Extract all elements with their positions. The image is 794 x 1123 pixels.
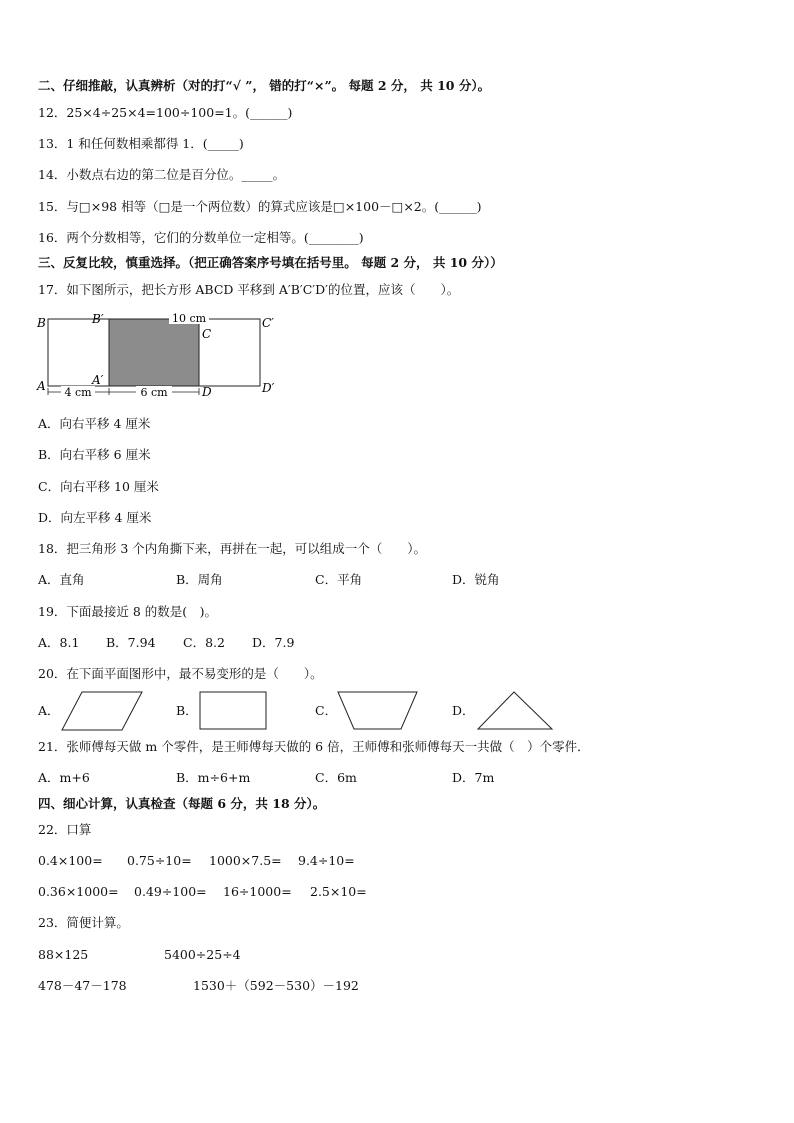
q22-item: 1000×7.5= <box>209 853 282 868</box>
q19-option-c: C．8.2 <box>183 635 225 650</box>
question-14: 14．小数点右边的第二位是百分位。_____。 <box>38 167 286 182</box>
q22-item: 2.5×10= <box>310 884 367 899</box>
question-19-stem: 19．下面最接近 8 的数是( )。 <box>38 604 218 619</box>
question-18-stem: 18．把三角形 3 个内角撕下来，再拼在一起，可以组成一个（ ）。 <box>38 541 427 556</box>
q20-option-a: A． <box>38 703 60 718</box>
label-b-prime: B′ <box>92 312 104 326</box>
label-a-prime: A′ <box>92 373 104 387</box>
question-15: 15．与□×98 相等（□是一个两位数）的算式应该是□×100－□×2。(______) <box>38 199 482 214</box>
q23-item: 1530＋（592－530）－192 <box>193 978 359 993</box>
question-21-stem: 21．张师傅每天做 m 个零件，是王师傅每天做的 6 倍，王师傅和张师傅每天一共做（ ）个零件． <box>38 739 590 754</box>
q22-item: 16÷1000= <box>223 884 292 899</box>
label-bottom-length: 6 cm <box>140 386 168 399</box>
question-23-stem: 23．简便计算。 <box>38 915 129 930</box>
label-c-prime: C′ <box>262 316 274 330</box>
trapezoid-shape <box>336 690 420 732</box>
q20-option-d: D． <box>452 703 475 718</box>
q23-item: 88×125 <box>38 947 89 962</box>
q21-option-d: D．7m <box>452 770 495 785</box>
question-16: 16．两个分数相等，它们的分数单位一定相等。(________) <box>38 230 364 245</box>
question-17-stem: 17．如下图所示，把长方形 ABCD 平移到 A′B′C′D′的位置，应该（ ）。 <box>38 282 460 297</box>
q19-option-b: B．7.94 <box>106 635 156 650</box>
q23-item: 478－47－178 <box>38 978 127 993</box>
section4-header: 四、细心计算，认真检查（每题 6 分，共 18 分）。 <box>38 796 326 811</box>
label-d: D <box>202 385 212 399</box>
q21-option-b: B．m÷6+m <box>176 770 251 785</box>
question-20-stem: 20．在下面平面图形中，最不易变形的是（ ）。 <box>38 666 323 681</box>
q17-option-d: D．向左平移 4 厘米 <box>38 510 152 525</box>
question-12: 12．25×4÷25×4=100÷100=1。(______) <box>38 105 293 120</box>
section3-header: 三、反复比较，慎重选择。（把正确答案序号填在括号里。 每题 2 分， 共 10 分）） <box>38 255 503 270</box>
q21-option-c: C．6m <box>315 770 357 785</box>
label-a: A <box>37 379 46 393</box>
q18-option-a: A．直角 <box>38 572 85 587</box>
q18-option-d: D．锐角 <box>452 572 500 587</box>
q19-option-d: D．7.9 <box>252 635 295 650</box>
q17-option-a: A．向右平移 4 厘米 <box>38 416 151 431</box>
q22-item: 0.4×100= <box>38 853 103 868</box>
q19-option-a: A．8.1 <box>38 635 80 650</box>
q23-item: 5400÷25÷4 <box>164 947 241 962</box>
label-top-length: 10 cm <box>171 312 207 325</box>
q22-item: 0.36×1000= <box>38 884 119 899</box>
label-b: B <box>37 316 46 330</box>
label-c: C <box>202 327 212 341</box>
q18-option-c: C．平角 <box>315 572 363 587</box>
rectangle-shape <box>198 690 270 732</box>
q20-option-c: C． <box>315 703 338 718</box>
q17-option-c: C．向右平移 10 厘米 <box>38 479 159 494</box>
parallelogram-shape <box>60 690 144 732</box>
triangle-shape <box>476 690 556 732</box>
q22-item: 9.4÷10= <box>298 853 355 868</box>
translation-figure <box>34 306 284 402</box>
q22-item: 0.49÷100= <box>134 884 207 899</box>
question-22-stem: 22．口算 <box>38 822 92 837</box>
q20-option-b: B． <box>176 703 198 718</box>
label-left-length: 4 cm <box>64 386 92 399</box>
q21-option-a: A．m+6 <box>38 770 90 785</box>
overlap-shaded-region <box>109 319 199 386</box>
q22-item: 0.75÷10= <box>127 853 192 868</box>
question-13: 13．1 和任何数相乘都得 1．(_____) <box>38 136 244 151</box>
q18-option-b: B．周角 <box>176 572 223 587</box>
label-d-prime: D′ <box>262 381 275 395</box>
q17-option-b: B．向右平移 6 厘米 <box>38 447 151 462</box>
section2-header: 二、仔细推敲，认真辨析（对的打“√ ”， 错的打“×”。 每题 2 分， 共 10 分）。 <box>38 78 491 93</box>
